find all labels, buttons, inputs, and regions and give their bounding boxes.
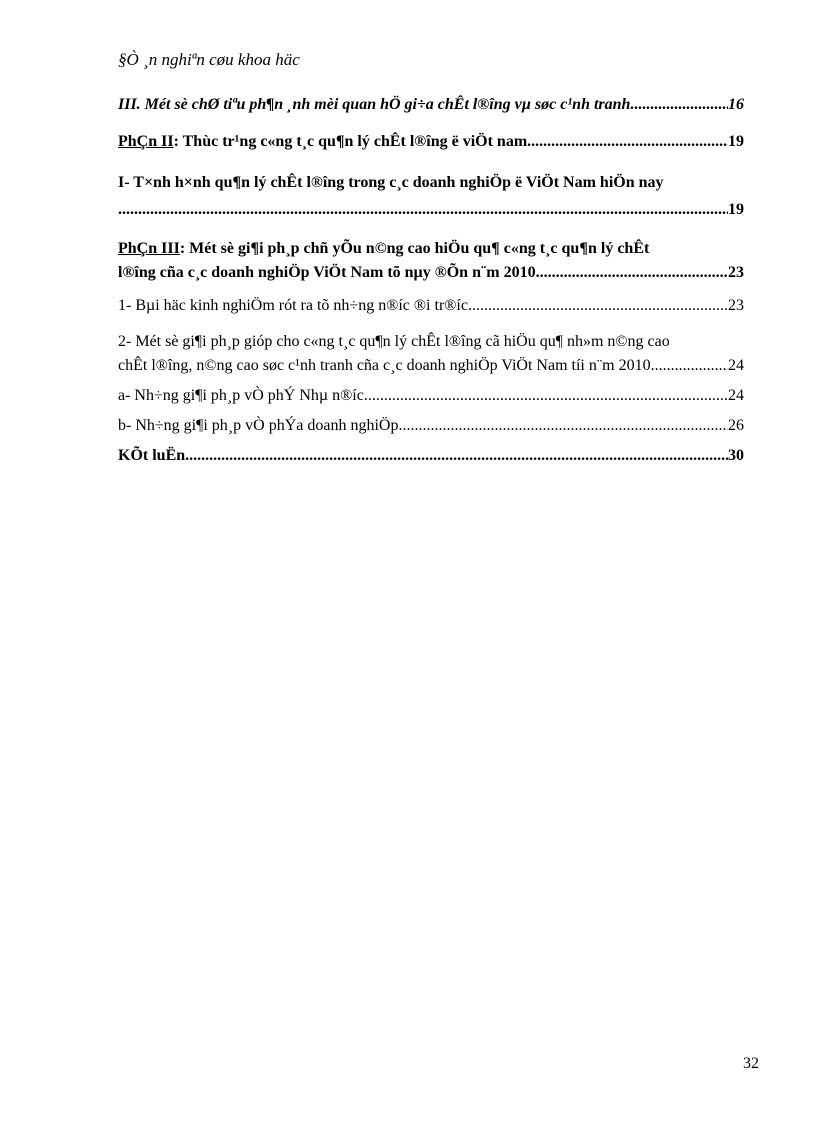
toc-entry [118,417,744,447]
toc-entry-label: 2- Mét sè gi¶i ph¸p gióp cho c«ng t¸c qu¶n lý chÊt l®îng cã hiÖu qu¶ nh»m n©ng cao [118,333,670,350]
toc-entry-label: KÕt luËn [118,447,186,464]
toc-leader [651,357,728,375]
toc-entry [118,168,744,231]
toc-part-text: : Thùc tr¹ng c«ng t¸c qu¶n lý chÊt l®îng ë viÖt nam [173,133,528,150]
toc-entry-label: b- Nh÷ng gi¶i ph¸p vÒ phÝa doanh nghiÖp [118,417,399,434]
toc-entry-page: 26 [728,417,744,434]
toc-entry-page: 24 [728,387,744,404]
toc-leader [118,201,728,219]
toc-entry-page: 16 [728,96,744,113]
toc-leader [536,264,728,282]
toc-leader [398,417,728,435]
toc-entry-page: 19 [728,133,744,150]
toc-entry [118,447,744,477]
toc-entry-continuation [118,201,744,231]
toc-part-text: : Mét sè gi¶i ph¸p chñ yÕu n©ng cao hiÖu qu¶ c«ng t¸c qu¶n lý chÊt [179,240,650,257]
toc-leader [364,387,728,405]
toc-entry [118,387,744,417]
toc-entry [118,234,744,294]
toc-entry [118,133,744,163]
table-of-contents [118,96,744,477]
toc-entry-label: 1- Bµi häc kinh nghiÖm rót ra tõ nh÷ng n®íc ®i tr®íc [118,297,468,314]
toc-entry-label: III. Mét sè chØ tiªu ph¶n ¸nh mèi quan hÖ gi÷a chÊt l®îng vµ søc c¹nh tranh [118,96,631,113]
toc-entry-page: 23 [728,264,744,281]
document-header: §Ò ¸n nghiªn cøu khoa häc [118,50,300,69]
toc-entry-page: 23 [728,297,744,314]
toc-leader [630,96,728,114]
toc-entry-label: chÊt l®îng, n©ng cao søc c¹nh tranh cña c¸c doanh nghiÖp ViÖt Nam tíi n¨m 2010 [118,357,651,374]
toc-entry-continuation [118,264,744,294]
toc-entry [118,327,744,387]
toc-entry-page: 19 [728,201,744,218]
toc-part-title: PhÇn II [118,133,174,150]
toc-leader [185,447,728,465]
toc-entry-continuation [118,357,744,387]
toc-part-title: PhÇn III [118,240,180,257]
page-number: 32 [743,1055,759,1072]
toc-entry-label: I- T×nh h×nh qu¶n lý chÊt l®îng trong c¸c doanh nghiÖp ë ViÖt Nam hiÖn nay [118,174,664,191]
toc-entry-label: a- Nh÷ng gi¶i ph¸p vÒ phÝ Nhµ n®íc [118,387,364,404]
toc-entry [118,96,744,126]
toc-entry-page: 24 [728,357,744,374]
toc-leader [527,133,728,151]
toc-entry [118,297,744,327]
toc-entry-label: l®îng cña c¸c doanh nghiÖp ViÖt Nam tõ nµy ®Õn n¨m 2010 [118,264,536,281]
toc-entry-page: 30 [728,447,744,464]
toc-entry-label [118,133,527,151]
toc-leader [468,297,728,315]
toc-entry-label [118,234,744,264]
